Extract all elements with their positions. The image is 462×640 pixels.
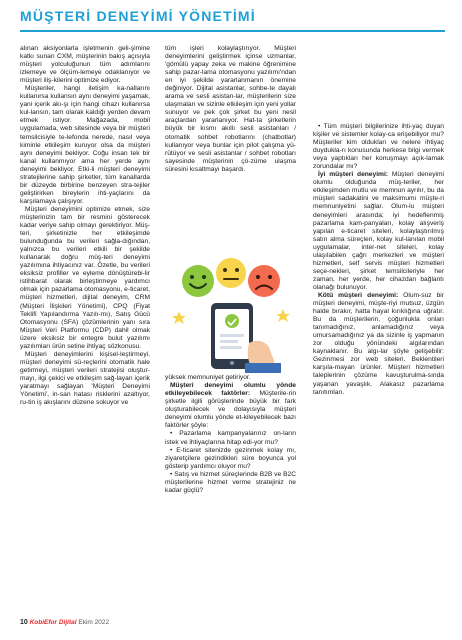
- page-header: [20, 8, 445, 24]
- paragraph-factors: [165, 382, 296, 430]
- smiley-sad-icon: [248, 265, 280, 297]
- paragraph: Müşteri deneyimlerini kişisel-leştirmeyi, müşteri deneyimi sü-reçlerini otomatik hale getirmeyi, müşteri verileri stratejisi oluştur-mayı, ilgi çekici ve etkileşim sağ-layan içerik yaratmayı sağlayan 'Müşteri Deneyimi Yönetimi', in-san hatası risklerini azaltıyor, ru-tin iş akışlarını düzene sokuyor ve: [20, 350, 150, 407]
- paragraph: Müşteriler, hangi iletişim ka-nallarını kullanırsa kullansın aynı deneyimi yaşamak, yani içerik akı-şı için hangi cihazı kullanırsa kul-lansın, tam olarak kaldığı yerden devam etmek istiyor. Mağazada, mobil uygulamada, web sitesinde veya bir müşteri temsilcisiyle te-lefonda nerede, nasıl veya kiminle etkileşim kuruyor olsa da müşteri aynı deneyimi bekliyor. Coğu insan tek bir kanal kullanmıyor ama her yerde aynı deneyimi bekliyor. Etki-li müşteri deneyimi stratejilerine sahip şirketler, tüm kanallarda bir düzeyde birbirine benzeyen stra-tejiler geliştirirken bireylerin ihti-yaçlarını da karşılamaya çalışıyor.: [20, 85, 150, 205]
- smartphone-icon: [211, 303, 253, 369]
- paragraph: tüm işleri kolaylaştırıyor. Müşteri deneyimlerini geliştirmek içinse uzmanlar, 'gömülü yapay zeka ve makine öğrenimine sahip pazar-lama otomasyonu yazılımı'ndan en iyi şekilde yararlanmanın önemine değiniyor. Dijital asistanlar, sohbe-te dayalı arama ve sesli asistan-lar, müşterilerin size ulaşmaları ve sizinle etkileşim için yeni yollar sunuyor ve pek çok şirket bu yeni nesil araçlardan yararlanıyor. Hat-ta şirketlerin büyük bir kısmı akıllı sesli asistanları / otomatik sohbet robotlarını (chatbotlar) kullanıyor veya bunlar için pilot çalışma yü-rütüyor ve sesli asistanlar / sohbet robotları sayesinde müşterinin çö-züme ulaşma süresini kısaltmayı başardı.: [165, 45, 296, 173]
- paragraph: Müşteri deneyimini optimize etmek, size müşterinizin tam bir resmini gösterecek kadar veriye sahip olmayı gerektiriyor. Müş-teri, şirketinizle her etkileşimde bulunduğunda bu verileri sağla-dığından, yalnızca bu verileri etkili bir şekilde kullanarak doğru müş-teri deneyimi yazılımına ihtiyacınız var. Özetle, bu verileri eksiksiz profiller ve eyleme dönüştürebi-lir istihbarat olarak birleştirmeye yardımcı olmak için pazarlama otomasyonu, e-ticaret, müşteri hizmetleri, dijital deneyim, CRM (Müşteri İlişkileri Yönetimi), CPQ (Fiyat Teklifi Yapılandırma Yazılı-mı), Satış Gücü Otomasyonu (SFA) çözümlerinin yanı sıra Müşteri Veri Platformu (CDP) dahil olmak üzere eksiksiz bir entegre bulut yazılımı yazılımları ürün setine ihtiyaç sözkonusu.: [20, 205, 150, 350]
- header-divider: [20, 30, 445, 32]
- bullet-item: • Tüm müşteri bilgilerinize ihti-yaç duyan kişiler ve sistemler kolay-ca erişebiliyor mu? Müşteriler kim oldukları ve nelere ihtiyaç duydukla-rı konusunda herkese bilgi vermek veya yaptıkları her konuşmayı açık-lamak zorundalar mı?: [313, 123, 444, 171]
- paragraph-bad-experience: [313, 292, 444, 397]
- subheading-good-experience: İyi müşteri deneyimi:: [318, 171, 389, 179]
- smiley-neutral-icon: [216, 258, 246, 288]
- bullet-item: • Satış ve hizmet süreçlerinde B2B ve B2C müşterilerine hizmet verme stratejiniz ne kadar güçlü?: [165, 470, 296, 494]
- subheading-factors: Müşteri deneyimi olumlu yönde etkileyebilecek faktörler:: [165, 382, 296, 398]
- smiley-happy-icon: [182, 265, 214, 297]
- column-1: [20, 45, 150, 615]
- bullet-item: • E-ticaret sitenizde gezinmek kolay mı, ziyaretçilere gezindikleri süre boyunca yol gösterip yardımcı oluyor mu?: [165, 446, 296, 470]
- magazine-name: KobiEfor Dijital: [29, 619, 77, 626]
- paragraph: alınan aksiyonlarla işletmenin geli-şimine katkı sunan CXM, müşterinin bakış açısıyla müşteri yolculuğunun tüm adımlarını izlemeye ve ölçüm-lemeye odaklanıyor ve müşteri iliş-kilerini optimize ediyor.: [20, 45, 150, 85]
- bullet-item: • Pazarlama kampanyalarınız on-ların istek ve ihtiyaçlarına hitap edi-yor mu?: [165, 430, 296, 446]
- paragraph-text: Müşteri deneyimi olumlu olduğunda müş-teriler, her etkileşimden mutlu ve memnun ayrılır, bu da müşteri sadakatini ve maksimumı müşte-ri memnuniyetini sağlar. Olum-lu müşteri deneyimleri arasında; iyi hedeflenmiş pazarlama kam-panyaları, kolay alışveriş yapılan e-ticaret siteleri, kolaylaştırılmış satın alma süreçleri, kolay kul-lanılan mobil uygulamalar, inter-net siteleri, kolay ulaşılabilen çağrı merkezleri ve müşteri hizmetleri, self servis müşteri hizmetleri seçe-nekleri, şirket temsilcileriyle her zaman, her yerde, her cihazdan bağlantı olanağı bulunuyor.: [313, 171, 444, 291]
- section-title: MÜŞTERİ DENEYİMİ YÖNETİMİ: [20, 8, 256, 24]
- column-3: [313, 123, 444, 603]
- satisfaction-illustration: [165, 251, 297, 373]
- subheading-bad-experience: Kötü müşteri deneyimi:: [318, 291, 399, 299]
- page-number: 10: [20, 619, 28, 626]
- issue-date: Ekim 2022: [78, 619, 110, 626]
- paragraph-text: Müşterile-rin şirketle ilgili görüşlerinde büyük bir fark oluşturabilecek ve dolayısıyla müşteri deneyimi olumlu yönde et-kileyebilecek bazı faktörler şöyle:: [165, 390, 296, 430]
- paragraph-text: Olum-suz bir müşteri deneyimi, müşte-riyi mutsuz, üzgün halde bırakır, hatta hayal kırıklığına uğratır. Bu da müşterilerin, çoğunlukla onları tanımadığınız, anlamadığınız veya umursamadığınız ya da sizinle iş yapmanın zor olduğu yönündeki algılarından kaynaklanır. Bu algı-lar şöyle gelişebilir: Gezinmesi zor web siteleri. Beklentileri karşıla-mayan ürünler. Müşteri hizmetleri taleplerinin çözüme kavuşturulma-sında yaşanan yavaşlık. Alakasız pazarlama tanıtımları.: [313, 291, 444, 396]
- page-footer: [20, 619, 109, 626]
- paragraph: yüksek memnuniyet getiriyor.: [165, 374, 251, 382]
- paragraph-good-experience: [313, 171, 444, 292]
